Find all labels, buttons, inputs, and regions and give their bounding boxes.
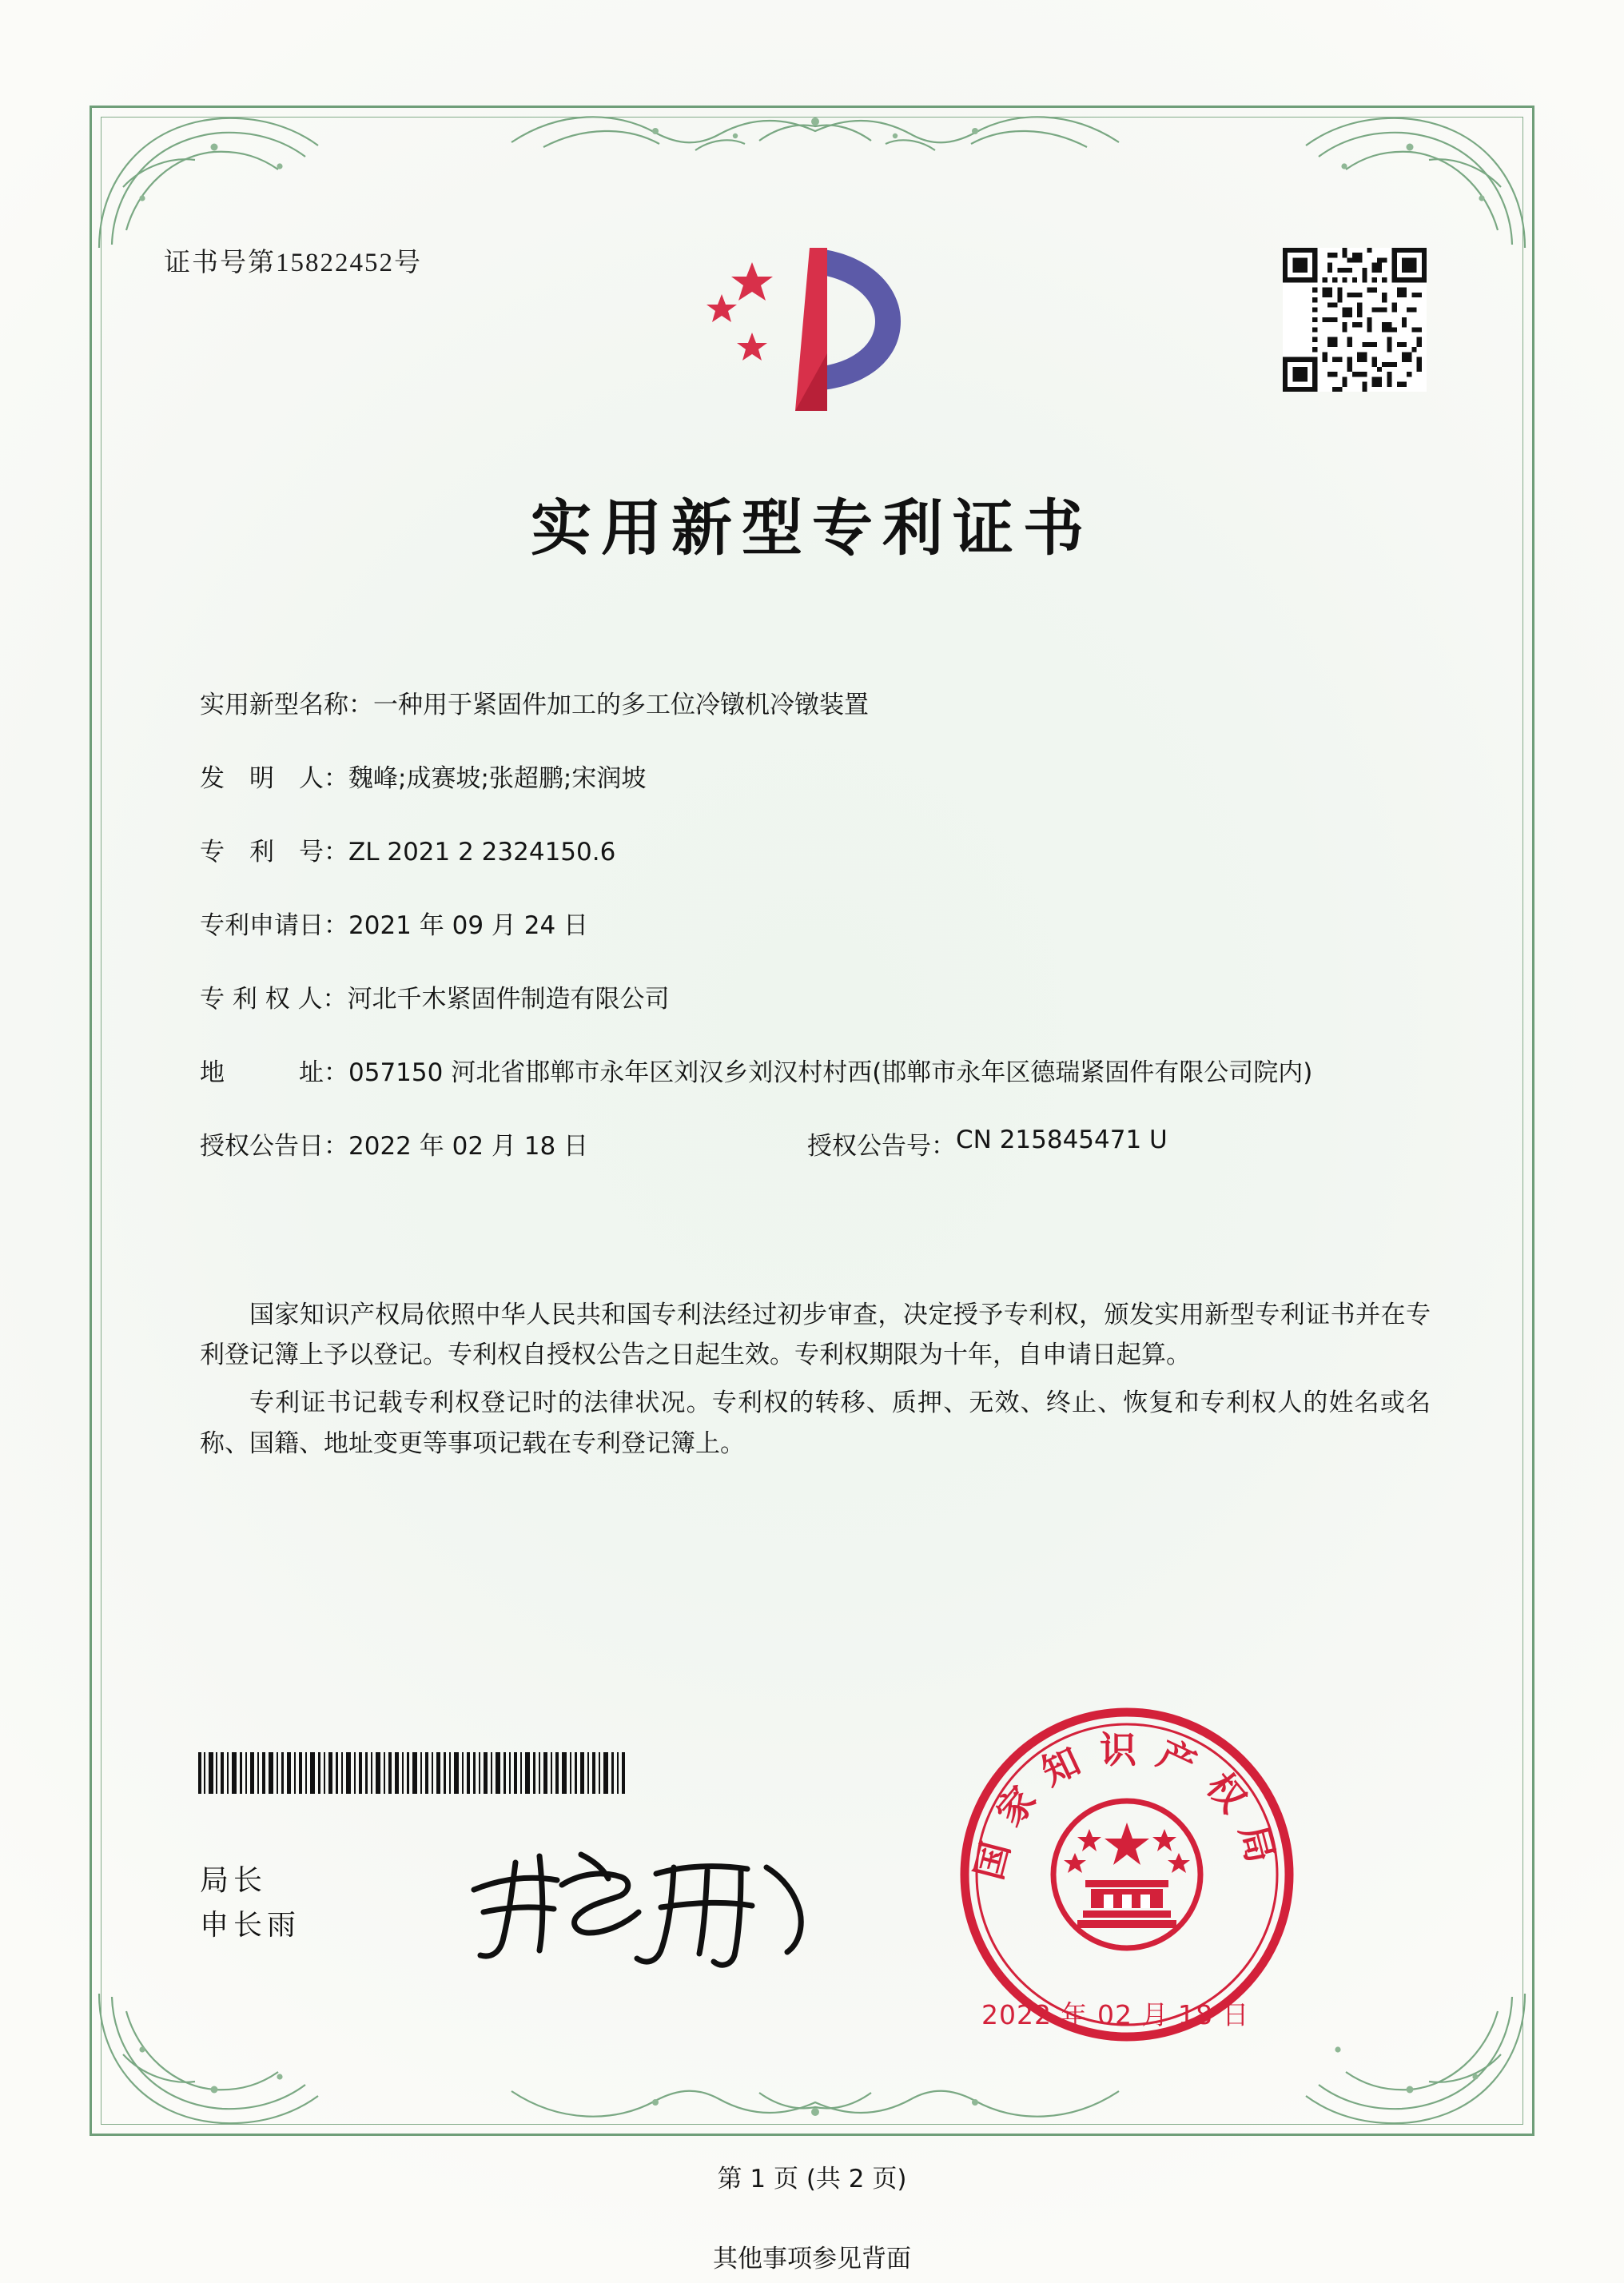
field-patentee <box>200 983 1447 1016</box>
field-value: 057150 河北省邯郸市永年区刘汉乡刘汉村村西(邯郸市永年区德瑞紧固件有限公司院内) <box>348 1058 1313 1087</box>
handwritten-signature <box>460 1839 827 1974</box>
field-label: 授权公告日： <box>200 1132 348 1161</box>
signature-block <box>200 1859 301 1948</box>
svg-text:国家知识产权局: 国家知识产权局 <box>966 1728 1288 1884</box>
field-value: ZL 2021 2 2324150.6 <box>348 837 616 867</box>
paragraph-1: 国家知识产权局依照中华人民共和国专利法经过初步审查，决定授予专利权，颁发实用新型专利证书并在专利登记簿上予以登记。专利权自授权公告之日起生效。专利权期限为十年，自申请日起算。 <box>200 1301 1431 1370</box>
qr-code <box>1283 248 1427 392</box>
field-inventors <box>200 763 1447 795</box>
sipo-logo <box>675 233 939 421</box>
field-utility-model-name <box>200 689 1447 722</box>
field-value: 2022 年 02 月 18 日 <box>348 1132 589 1161</box>
grant-row <box>200 1126 1447 1161</box>
field-announcement-number <box>807 1126 1168 1161</box>
field-value: 2021 年 09 月 24 日 <box>348 910 589 940</box>
field-label: 授权公告号： <box>807 1132 956 1161</box>
field-announcement-date <box>200 1126 807 1161</box>
field-value: CN 215845471 U <box>956 1126 1168 1155</box>
field-label: 专 利 权 人： <box>200 984 348 1014</box>
field-address <box>200 1057 1447 1090</box>
field-label: 专利申请日： <box>200 910 348 940</box>
field-label: 发 明 人： <box>200 763 348 793</box>
body-text <box>200 1295 1431 1472</box>
field-list <box>200 689 1447 1161</box>
field-application-date <box>200 910 1447 942</box>
field-label: 专 利 号： <box>200 837 348 867</box>
signature-role: 局长 <box>200 1864 268 1897</box>
paragraph-2: 专利证书记载专利权登记时的法律状况。专利权的转移、质押、无效、终止、恢复和专利权人的姓名或名称、国籍、地址变更等事项记载在专利登记簿上。 <box>200 1389 1431 1458</box>
page-number: 第 1 页 (共 2 页) <box>717 2165 907 2193</box>
field-label: 实用新型名称： <box>200 691 373 719</box>
field-label: 地 址： <box>200 1058 348 1087</box>
field-value: 魏峰;成赛坡;张超鹏;宋润坡 <box>348 763 647 793</box>
certificate-number: 证书号第15822452号 <box>164 249 422 277</box>
barcode <box>198 1752 630 1794</box>
field-value: 一种用于紧固件加工的多工位冷镦机冷镦装置 <box>373 691 869 719</box>
back-page-note: 其他事项参见背面 <box>713 2245 911 2273</box>
seal-date: 2022 年 02 月 18 日 <box>981 1999 1250 2030</box>
field-patent-number <box>200 836 1447 869</box>
field-value: 河北千木紧固件制造有限公司 <box>347 984 670 1014</box>
signature-name: 申长雨 <box>200 1908 301 1942</box>
page-title: 实用新型专利证书 <box>531 492 1093 564</box>
